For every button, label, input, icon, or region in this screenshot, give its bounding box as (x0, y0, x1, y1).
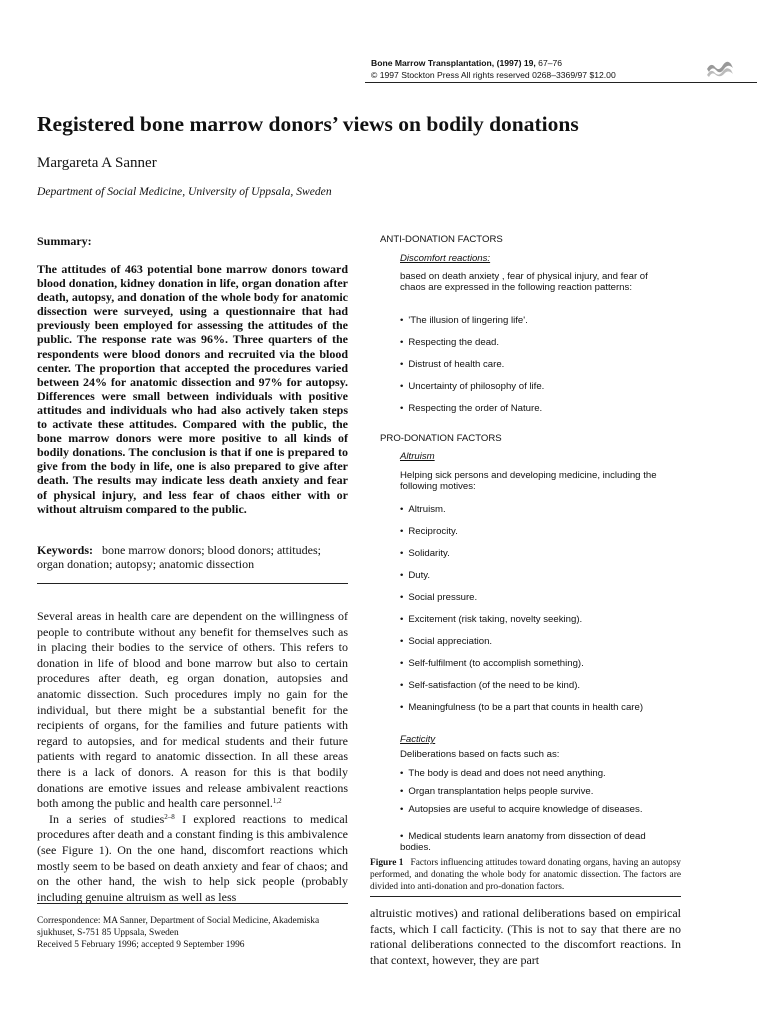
anti-item: • Distrust of health care. (400, 359, 505, 370)
footnote-rule (37, 903, 348, 904)
pro-item: • Meaningfulness (to be a part that counts in health care) (400, 702, 644, 713)
pro-item: • Reciprocity. (400, 526, 458, 537)
pro-donation-heading: PRO-DONATION FACTORS (380, 433, 502, 444)
citation-ref: 1,2 (272, 797, 282, 806)
keywords (37, 543, 348, 571)
fact-item: • Organ transplantation helps people survive. (400, 786, 594, 797)
anti-item: • Respecting the dead. (400, 337, 500, 348)
facticity-label: Facticity (400, 734, 436, 745)
discomfort-text: based on death anxiety , fear of physical injury, and fear of chaos are expressed in the following reaction patterns: (400, 271, 648, 293)
pro-item: • Social pressure. (400, 592, 478, 603)
caption-text: Factors influencing attitudes toward donating organs, having an autopsy performed, and donating the whole body for anatomic dissection. The factors are divided into anti-donation and pro-donation factors. (370, 858, 681, 892)
figure-label: Figure 1 (370, 858, 404, 868)
abstract-text: The attitudes of 463 potential bone marrow donors toward blood donation, kidney donation in life, organ donation after death, autopsy, and donation of the whole body for anatomic dissection were surveyed, using a questionnaire that had previously been employed for assessing the attitudes of the public. The response rate was 96%. Three quarters of the respondents were blood donors and recruited via the blood center. The proportion that accepted the procedures varied between 24% for anatomic dissection and 97% for autopsy. Differences were small between individuals with positive attitudes and individuals who had also actively taken steps to activate these attitudes. Compared with the public, the bone marrow donors were more positive to all kinds of bodily donations. The conclusion is that if one is prepared to give from the body in life, one is also prepared to give after death. The results may indicate less death anxiety and fear of physical injury, and less fear of chaos either with or without altruism compared to the public. (37, 262, 348, 516)
abstract-rule (37, 583, 348, 584)
fact-item: • The body is dead and does not need anything. (400, 768, 606, 779)
publisher-logo-icon (706, 58, 734, 78)
received-dates: Received 5 February 1996; accepted 9 September 1996 (37, 940, 245, 951)
keywords-list: bone marrow donors; blood donors; attitudes; organ donation; autopsy; anatomic dissection (37, 543, 321, 572)
correspondence-footnote (37, 915, 357, 952)
header-rule (365, 82, 757, 83)
anti-donation-heading: ANTI-DONATION FACTORS (380, 234, 503, 245)
author-name: Margareta A Sanner (37, 155, 157, 171)
pro-item: • Duty. (400, 570, 431, 581)
fact-item: • Autopsies are useful to acquire knowledge of diseases. (400, 804, 643, 815)
pro-item: • Self-fulfilment (to accomplish something). (400, 658, 584, 669)
altruism-label: Altruism (400, 451, 435, 462)
keywords-label: Keywords: (37, 543, 93, 557)
pro-item: • Self-satisfaction (of the need to be kind). (400, 680, 581, 691)
pro-item: • Excitement (risk taking, novelty seeking). (400, 614, 583, 625)
pro-item: • Social appreciation. (400, 636, 493, 647)
journal-pages: 67–76 (538, 58, 563, 68)
body-text-continued: altruistic motives) and rational deliberations based on empirical facts, which I call facticity. (This is not to say that there are no rational deliberations connected to the discomfort reactions. In that context, however, they are part (370, 906, 681, 967)
summary-heading: Summary: (37, 234, 92, 248)
copyright-line: © 1997 Stockton Press All rights reserved 0268–3369/97 $12.00 (371, 70, 616, 80)
journal-year-volume: (1997) 19, (496, 58, 536, 68)
pro-item: • Altruism. (400, 504, 446, 515)
figure-rule (370, 896, 681, 897)
intro-paragraph-1: Several areas in health care are dependent on the willingness of people to contribute without any benefit for themselves such as in placing their bodies to the service of others. This refers to donation in life of blood and bone marrow but also to certain procedures after death, eg organ donation, autopsies and anatomic dissection. Such procedures imply no gain for the individual, but there might be a substantial benefit for the recipients of organs, for the families and future patients with regard to autopsies, and for medical students and their future patients with regard to anatomic dissection. In all these areas there is a lack of donors. A reason for this is that bodily donations are emotive issues and release ambivalent reactions both among the public and health care personnel.$^{1,2}$ (37, 609, 348, 811)
correspondence-address: Correspondence: MA Sanner, Department of Social Medicine, Akademiska sjukhuset, S-751 85 Uppsala, Sweden (37, 916, 320, 939)
figure-caption (370, 858, 681, 893)
anti-item: • Uncertainty of philosophy of life. (400, 381, 545, 392)
anti-item: • 'The illusion of lingering life'. (400, 315, 528, 326)
anti-item: • Respecting the order of Nature. (400, 403, 543, 414)
fact-item: • Medical students learn anatomy from dissection of dead bodies. (400, 831, 646, 853)
introduction-body (37, 609, 348, 905)
pro-item: • Solidarity. (400, 548, 450, 559)
citation-ref: 2–8 (164, 812, 175, 821)
journal-name: Bone Marrow Transplantation, (371, 58, 495, 68)
discomfort-label: Discomfort reactions: (400, 253, 491, 264)
altruism-text: Helping sick persons and developing medicine, including the following motives: (400, 470, 657, 492)
author-affiliation: Department of Social Medicine, University of Uppsala, Sweden (37, 185, 332, 198)
article-title: Registered bone marrow donors’ views on bodily donations (37, 112, 579, 136)
journal-header (371, 57, 616, 81)
intro-paragraph-2: In a series of studies$^{2-8}$ I explored reactions to medical procedures after death and a constant finding is this ambivalence (see Figure 1). On the one hand, discomfort reactions which mostly seem to be based on death anxiety and fear of chaos; and on the other hand, the wish to help sick people (probably including genuine altruism as well as less (37, 811, 349, 904)
facticity-text: Deliberations based on facts such as: (400, 749, 560, 760)
